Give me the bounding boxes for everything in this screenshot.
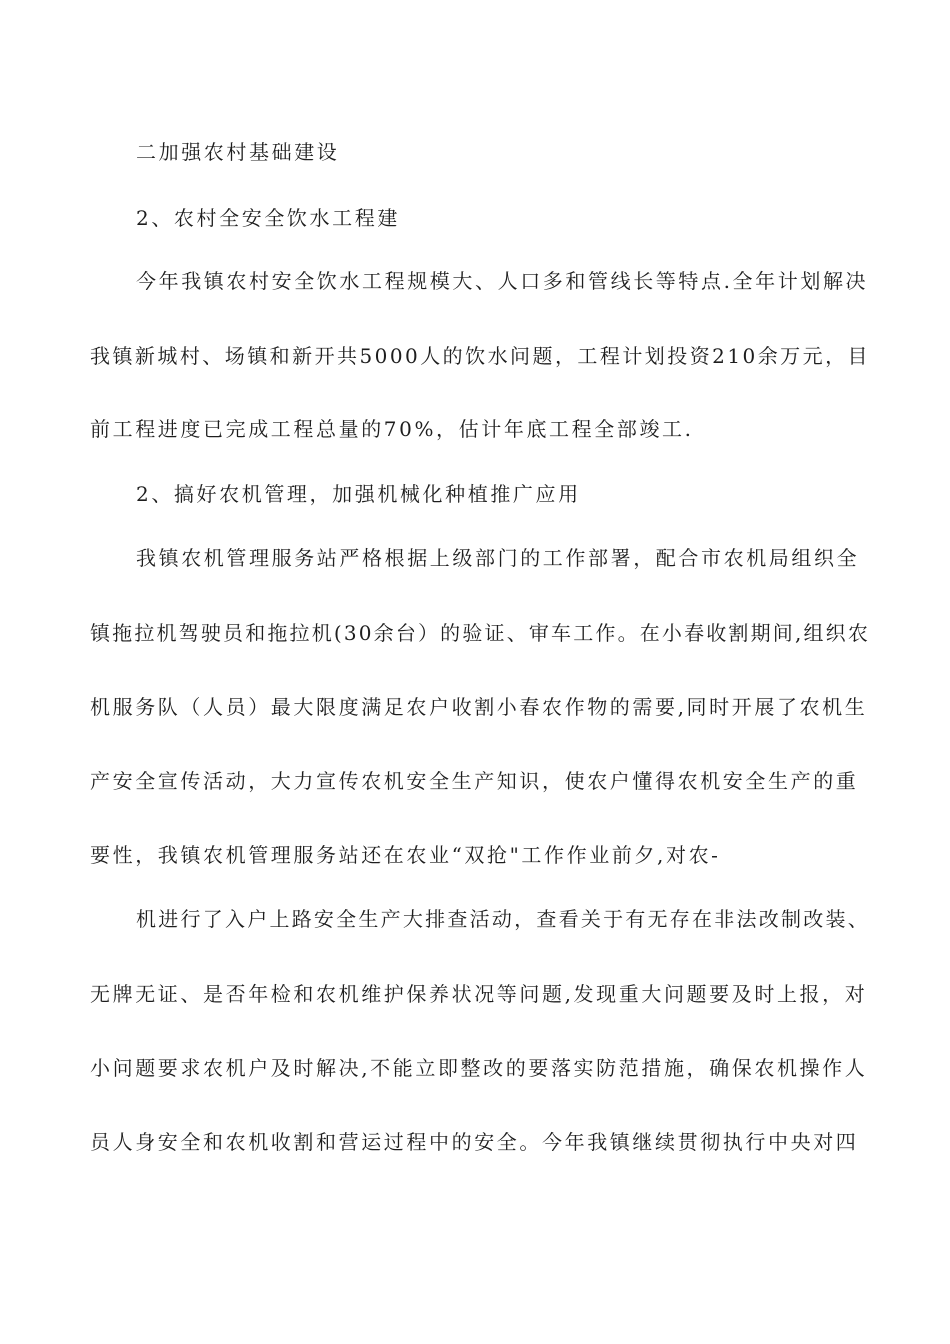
paragraph-line: 我镇新城村、场镇和新开共5000人的饮水问题，工程计划投资210余万元，目: [90, 344, 870, 368]
paragraph-line: 我镇农机管理服务站严格根据上级部门的工作部署，配合市农机局组织全: [136, 546, 860, 570]
paragraph-line: 镇拖拉机驾驶员和拖拉机(30余台）的验证、审车工作。在小春收割期间,组织农: [90, 621, 870, 645]
paragraph-line: 机服务队（人员）最大限度满足农户收割小春农作物的需要,同时开展了农机生: [90, 695, 868, 719]
paragraph-line: 要性，我镇农机管理服务站还在农业“双抢"工作作业前夕,对农-: [90, 843, 721, 867]
paragraph-line: 小问题要求农机户及时解决,不能立即整改的要落实防范措施，确保农机操作人: [90, 1056, 868, 1080]
subsection-heading: 2、农村全安全饮水工程建: [136, 206, 400, 230]
paragraph-line: 今年我镇农村安全饮水工程规模大、人口多和管线长等特点.全年计划解决: [136, 269, 869, 293]
paragraph-line: 产安全宣传活动，大力宣传农机安全生产知识，使农户懂得农机安全生产的重: [90, 769, 859, 793]
section-heading: 二加强农村基础建设: [136, 140, 340, 164]
paragraph-line: 前工程进度已完成工程总量的70%，估计年底工程全部竣工.: [90, 417, 694, 441]
paragraph-line: 无牌无证、是否年检和农机维护保养状况等问题,发现重大问题要及时上报，对: [90, 982, 868, 1006]
subsection-heading: 2、搞好农机管理，加强机械化种植推广应用: [136, 482, 581, 506]
paragraph-line: 员人身安全和农机收割和营运过程中的安全。今年我镇继续贯彻执行中央对四: [90, 1130, 859, 1154]
paragraph-line: 机进行了入户上路安全生产大排查活动，查看关于有无存在非法改制改装、: [136, 907, 870, 931]
